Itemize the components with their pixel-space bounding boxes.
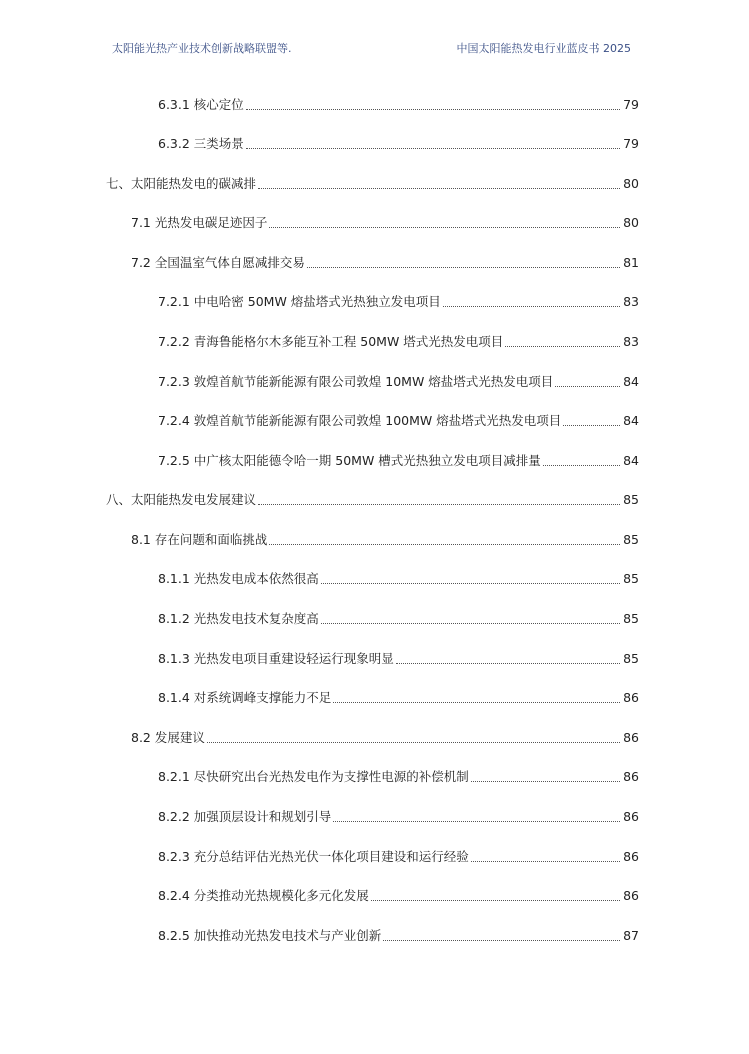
toc-entry-title: 八、太阳能热发电发展建议 bbox=[106, 492, 257, 507]
toc-leader-dots bbox=[505, 346, 620, 347]
toc-leader-dots bbox=[333, 821, 620, 822]
toc-entry[interactable] bbox=[158, 132, 639, 152]
header-left-text: 太阳能光热产业技术创新战略联盟等. bbox=[112, 42, 292, 55]
toc-entry-title: 7.2 全国温室气体自愿减排交易 bbox=[131, 255, 305, 270]
toc-leader-dots bbox=[269, 227, 620, 228]
toc-entry-page: 84 bbox=[623, 374, 639, 389]
toc-entry-page: 84 bbox=[623, 453, 639, 468]
toc-entry-page: 80 bbox=[623, 215, 639, 230]
toc-entry[interactable] bbox=[158, 924, 639, 944]
toc-leader-dots bbox=[396, 663, 620, 664]
toc-entry[interactable] bbox=[158, 567, 639, 587]
toc-entry[interactable] bbox=[158, 290, 639, 310]
toc-entry[interactable] bbox=[158, 409, 639, 429]
toc-entry-page: 86 bbox=[623, 849, 639, 864]
toc-entry-title: 7.2.2 青海鲁能格尔木多能互补工程 50MW 塔式光热发电项目 bbox=[158, 334, 504, 349]
toc-entry-page: 86 bbox=[623, 690, 639, 705]
toc-leader-dots bbox=[555, 386, 620, 387]
toc-entry-page: 86 bbox=[623, 888, 639, 903]
toc-entry-title: 8.2.4 分类推动光热规模化多元化发展 bbox=[158, 888, 369, 903]
toc-leader-dots bbox=[307, 267, 620, 268]
toc-entry[interactable] bbox=[158, 370, 639, 390]
toc-entry[interactable] bbox=[131, 528, 639, 548]
toc-entry-title: 7.2.5 中广核太阳能德令哈一期 50MW 槽式光热独立发电项目减排量 bbox=[158, 453, 541, 468]
toc-leader-dots bbox=[443, 306, 620, 307]
toc-entry[interactable] bbox=[106, 172, 639, 192]
toc-entry-page: 85 bbox=[623, 532, 639, 547]
toc-entry[interactable] bbox=[158, 845, 639, 865]
toc-entry-title: 8.2.1 尽快研究出台光热发电作为支撑性电源的补偿机制 bbox=[158, 769, 469, 784]
toc-entry-page: 83 bbox=[623, 334, 639, 349]
toc-entry[interactable] bbox=[158, 449, 639, 469]
toc-leader-dots bbox=[471, 861, 620, 862]
toc-entry-page: 83 bbox=[623, 294, 639, 309]
toc-entry-page: 87 bbox=[623, 928, 639, 943]
toc-entry-title: 6.3.2 三类场景 bbox=[158, 136, 244, 151]
toc-entry[interactable] bbox=[158, 93, 639, 113]
toc-entry-title: 7.2.1 中电哈密 50MW 熔盐塔式光热独立发电项目 bbox=[158, 294, 441, 309]
toc-entry-title: 7.2.4 敦煌首航节能新能源有限公司敦煌 100MW 熔盐塔式光热发电项目 bbox=[158, 413, 562, 428]
toc-entry-page: 85 bbox=[623, 492, 639, 507]
toc-entry-page: 85 bbox=[623, 611, 639, 626]
toc-entry-page: 84 bbox=[623, 413, 639, 428]
toc-entry-page: 80 bbox=[623, 176, 639, 191]
toc-entry-title: 8.2.5 加快推动光热发电技术与产业创新 bbox=[158, 928, 382, 943]
toc-entry[interactable] bbox=[158, 686, 639, 706]
toc-leader-dots bbox=[269, 544, 620, 545]
toc-entry-title: 8.1.3 光热发电项目重建设轻运行现象明显 bbox=[158, 651, 394, 666]
toc-entry[interactable] bbox=[158, 765, 639, 785]
toc-entry[interactable] bbox=[106, 488, 639, 508]
toc-entry[interactable] bbox=[158, 647, 639, 667]
toc-entry-title: 7.1 光热发电碳足迹因子 bbox=[131, 215, 268, 230]
toc-entry[interactable] bbox=[131, 211, 639, 231]
toc-leader-dots bbox=[471, 781, 620, 782]
toc-leader-dots bbox=[563, 425, 620, 426]
toc-entry-title: 6.3.1 核心定位 bbox=[158, 97, 244, 112]
toc-entry-page: 86 bbox=[623, 730, 639, 745]
toc-leader-dots bbox=[371, 900, 620, 901]
toc-entry[interactable] bbox=[131, 726, 639, 746]
toc-leader-dots bbox=[258, 188, 620, 189]
toc-leader-dots bbox=[246, 148, 620, 149]
toc-entry[interactable] bbox=[158, 805, 639, 825]
toc-leader-dots bbox=[543, 465, 620, 466]
toc-entry-title: 8.1 存在问题和面临挑战 bbox=[131, 532, 268, 547]
toc-leader-dots bbox=[321, 623, 620, 624]
toc-entry-page: 85 bbox=[623, 651, 639, 666]
toc-entry-title: 8.2.2 加强顶层设计和规划引导 bbox=[158, 809, 332, 824]
toc-entry[interactable] bbox=[158, 330, 639, 350]
toc-leader-dots bbox=[246, 109, 620, 110]
toc-entry-page: 86 bbox=[623, 809, 639, 824]
toc-entry-title: 8.2 发展建议 bbox=[131, 730, 205, 745]
toc-entry-title: 七、太阳能热发电的碳减排 bbox=[106, 176, 257, 191]
toc-entry-title: 8.1.1 光热发电成本依然很高 bbox=[158, 571, 319, 586]
toc-entry-page: 86 bbox=[623, 769, 639, 784]
toc-entry-title: 8.1.2 光热发电技术复杂度高 bbox=[158, 611, 319, 626]
toc-leader-dots bbox=[258, 504, 620, 505]
toc-entry[interactable] bbox=[158, 884, 639, 904]
toc-entry-title: 8.1.4 对系统调峰支撑能力不足 bbox=[158, 690, 332, 705]
toc-leader-dots bbox=[383, 940, 620, 941]
toc-entry[interactable] bbox=[131, 251, 639, 271]
toc-leader-dots bbox=[207, 742, 620, 743]
toc-entry-title: 8.2.3 充分总结评估光热光伏一体化项目建设和运行经验 bbox=[158, 849, 469, 864]
toc-leader-dots bbox=[321, 583, 620, 584]
toc-entry-page: 79 bbox=[623, 97, 639, 112]
toc-entry[interactable] bbox=[158, 607, 639, 627]
toc-leader-dots bbox=[333, 702, 620, 703]
toc-entry-title: 7.2.3 敦煌首航节能新能源有限公司敦煌 10MW 熔盐塔式光热发电项目 bbox=[158, 374, 554, 389]
toc-entry-page: 81 bbox=[623, 255, 639, 270]
toc-entry-page: 79 bbox=[623, 136, 639, 151]
toc-entry-page: 85 bbox=[623, 571, 639, 586]
header-right-text: 中国太阳能热发电行业蓝皮书 2025 bbox=[456, 42, 631, 55]
